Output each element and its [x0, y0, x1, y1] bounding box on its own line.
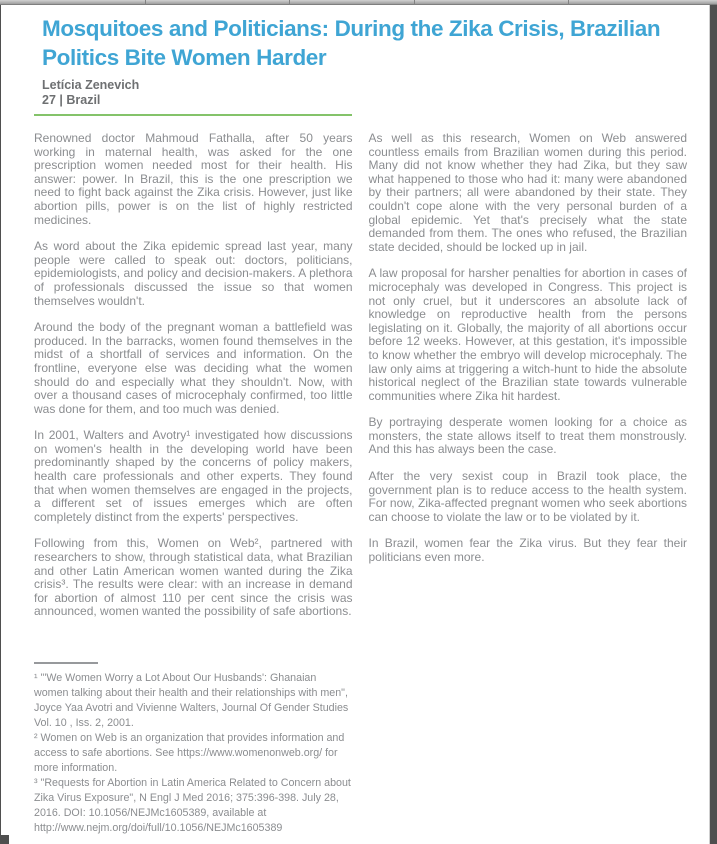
footnote: ¹ "'We Women Worry a Lot About Our Husbands': Ghanaian women talking about their health and their relationships with men", Joyce Yaa Avotri and Vivienne Walters, Journal Of Gender Studies Vol. 10 , Iss. 2, 2001.: [34, 672, 349, 729]
footnote-divider-rule: [34, 662, 98, 664]
author-name: Letícia Zenevich: [42, 78, 140, 92]
article-columns: [34, 132, 688, 836]
article-title: Mosquitoes and Politicians: During the Zika Crisis, Brazilian Politics Bite Women Harder: [42, 16, 661, 70]
footnote-list: [34, 671, 353, 836]
author-age-country: 27 | Brazil: [42, 93, 101, 107]
footnotes-section: [34, 662, 353, 836]
article-paragraph: Following from this, Women on Web², partnered with researchers to show, through statistical data, what Brazilian and other Latin American women wanted during the Zika crisis³. The results were clear: with an increase in demand for abortion of almost 110 per cent since the crisis was announced, women wanted the possibility of safe abortions.: [34, 536, 353, 619]
article-paragraph: As well as this research, Women on Web answered countless emails from Brazilian women during this period. Many did not know whether they had Zika, but they saw what happened to those who had it: many were abandoned by their partners; all were abandoned by their state. They couldn't cope alone with the very personal burden of a global epidemic. Yet that's precisely what the state demanded from them. The ones who refused, the Brazilian state decided, should be locked up in jail.: [368, 131, 687, 254]
right-column-paragraphs: [369, 132, 688, 578]
browser-tab-strip[interactable]: [0, 0, 717, 5]
article-paragraph: In Brazil, women fear the Zika virus. But they fear their politicians even more.: [368, 536, 687, 565]
article-paragraph: Around the body of the pregnant woman a battlefield was produced. In the barracks, women found themselves in the midst of a shortfall of services and information. On the frontline, everyone else was deciding what the women should do and especially what they shouldn't. Now, with over a thousand cases of microcephaly confirmed, too little was done for them, and too much was denied.: [34, 320, 353, 416]
scrollbar-track[interactable]: [709, 0, 717, 844]
tab-separator: [145, 0, 146, 5]
article-paragraph: By portraying desperate women looking for a choice as monsters, the state allows itself to treat them monstrously. And this has always been the case.: [368, 415, 687, 457]
article-paragraph: In 2001, Walters and Avotry¹ investigated how discussions on women's health in the developing world have been predominantly shaped by the concerns of policy makers, health care professionals and other experts. They found that when women themselves are engaged in the projects, a different set of issues emerges which are often completely distinct from the experts' perspectives.: [34, 428, 353, 524]
article-paragraph: After the very sexist coup in Brazil took place, the government plan is to reduce access to the health system. For now, Zika-affected pregnant women who seek abortions can choose to violate the law or to be violated by it.: [368, 469, 687, 524]
right-column: [369, 132, 688, 836]
document-page: [1, 5, 708, 844]
page-corner-mark: [0, 835, 9, 844]
tab-separator: [414, 0, 415, 5]
left-column-paragraphs: [34, 132, 353, 632]
left-column: [34, 132, 353, 836]
green-divider-rule: [34, 114, 352, 116]
footnote: ³ "Requests for Abortion in Latin America Related to Concern about Zika Virus Exposure", N Engl J Med 2016; 375:396-398. July 28, 2016. DOI: 10.1056/NEJMc1605389, available at http://www.nejm.org/doi/full/10.1056/NEJMc1605389: [34, 777, 351, 834]
tab-separator: [289, 0, 290, 5]
article-paragraph: Renowned doctor Mahmoud Fathalla, after 50 years working in maternal health, was asked for the one prescription women needed most for their health. His answer: power. In Brazil, this is the one prescription we need to fight back against the Zika crisis. However, just like abortion pills, power is on the list of highly restricted medicines.: [34, 131, 353, 227]
page-left-edge: [0, 0, 1, 844]
article-paragraph: As word about the Zika epidemic spread last year, many people were called to speak out: doctors, politicians, epidemiologists, and policy and decision-makers. A plethora of professionals discussed the issue so that women themselves wouldn't.: [34, 239, 353, 308]
tab-separator: [568, 0, 569, 5]
article-paragraph: A law proposal for harsher penalties for abortion in cases of microcephaly was developed in Congress. This project is not only cruel, but it underscores an absolute lack of knowledge on reproductive health from the persons legislating on it. Globally, the majority of all abortions occur before 12 weeks. However, at this gestation, it's impossible to know whether the embryo will develop microcephaly. The law only aims at triggering a witch-hunt to hide the absolute historical neglect of the Brazilian state towards vulnerable communities where Zika hit hardest.: [368, 266, 687, 403]
footnote: ² Women on Web is an organization that provides information and access to safe abortions. See https://www.womenonweb.org/ for more information.: [34, 732, 345, 774]
byline: [42, 78, 688, 108]
